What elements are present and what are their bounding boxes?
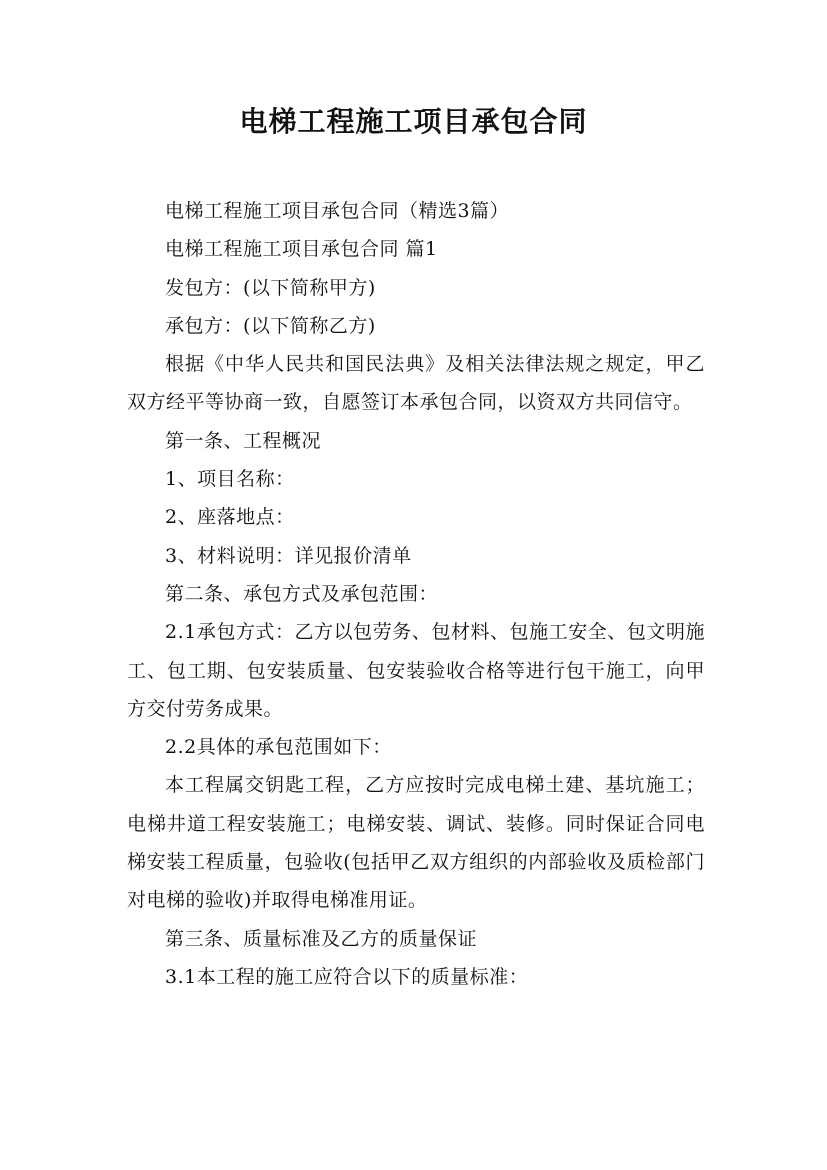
paragraph-clause-2-2: 2.2具体的承包范围如下： [165,736,392,759]
paragraph-article-1: 第一条、工程概况 [165,429,322,452]
paragraph-subtitle: 电梯工程施工项目承包合同（精选3篇） [165,200,510,222]
paragraph-section-heading: 电梯工程施工项目承包合同 篇1 [165,238,438,261]
paragraph-clause-2-1: 2.1承包方式：乙方以包劳务、包材料、包施工安全、包文明施工、包工期、包安装质量、包安装验收合格等进行包干施工，向甲方交付劳务成果。 [127,621,705,720]
paragraph-article-2: 第二条、承包方式及承包范围： [165,582,439,605]
paragraph-item-1: 1、项目名称： [165,468,295,491]
paragraph-item-2: 2、座落地点： [165,506,295,529]
paragraph-party-a: 发包方：(以下简称甲方) [165,276,376,299]
document-title: 电梯工程施工项目承包合同 [239,105,588,138]
document-body [127,192,705,996]
paragraph-preamble: 根据《中华人民共和国民法典》及相关法律法规之规定，甲乙双方经平等协商一致，自愿签订本承包合同，以资双方共同信守。 [127,353,705,414]
paragraph-party-b: 承包方：(以下简称乙方) [165,314,376,337]
paragraph-item-3: 3、材料说明：详见报价清单 [165,544,412,567]
paragraph-article-3: 第三条、质量标准及乙方的质量保证 [165,927,478,950]
paragraph-clause-3-1: 3.1本工程的施工应符合以下的质量标准： [165,965,529,988]
paragraph-scope: 本工程属交钥匙工程，乙方应按时完成电梯土建、基坑施工；电梯井道工程安装施工；电梯安装、调试、装修。同时保证合同电梯安装工程质量，包验收(包括甲乙双方组织的内部验收及质检部门对电梯的验收)并取得电梯准用证。 [127,774,705,912]
